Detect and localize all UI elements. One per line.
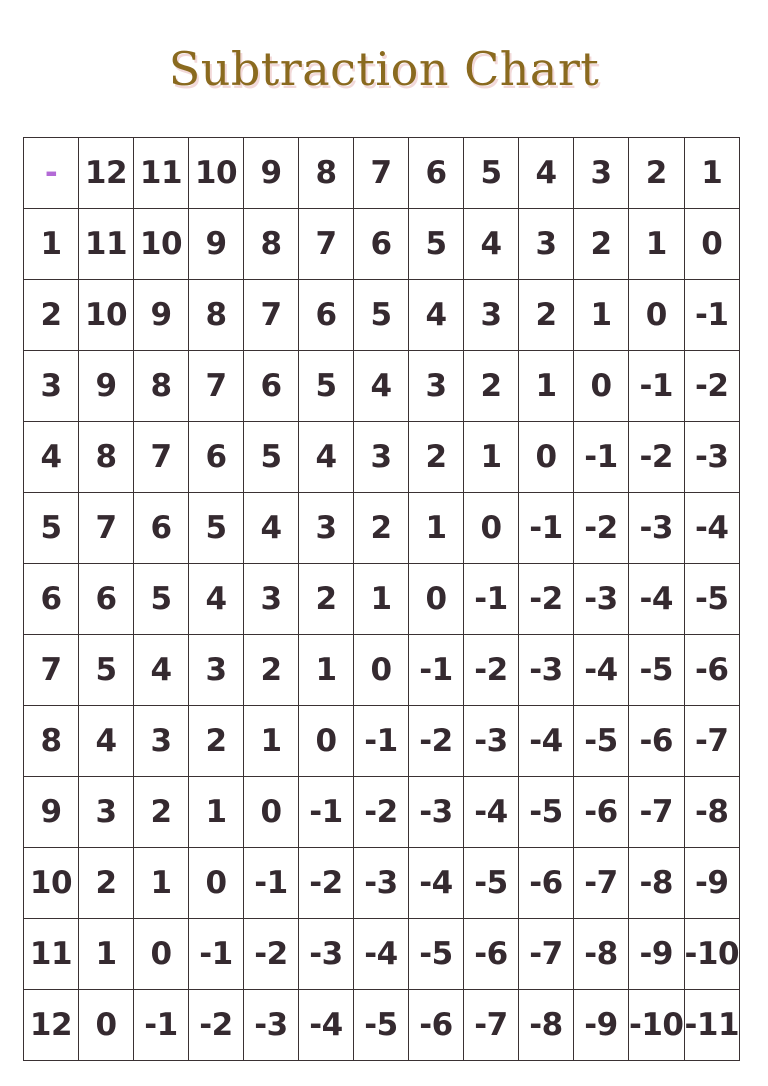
value-cell: -6 <box>574 777 629 848</box>
table-row <box>24 919 740 990</box>
value-cell: -8 <box>629 848 685 919</box>
value-cell: 3 <box>519 209 574 280</box>
value-cell: -7 <box>629 777 685 848</box>
value-cell: 3 <box>189 635 244 706</box>
value-cell: 5 <box>354 280 409 351</box>
value-cell: 6 <box>244 351 299 422</box>
value-cell: -3 <box>299 919 354 990</box>
value-cell: 4 <box>79 706 134 777</box>
value-cell: -8 <box>684 777 740 848</box>
value-cell: -2 <box>189 990 244 1061</box>
value-cell: 3 <box>464 280 519 351</box>
value-cell: -4 <box>629 564 685 635</box>
value-cell: -3 <box>244 990 299 1061</box>
value-cell: 3 <box>409 351 464 422</box>
value-cell: 1 <box>464 422 519 493</box>
value-cell: 1 <box>629 209 685 280</box>
value-cell: -1 <box>189 919 244 990</box>
table-row <box>24 990 740 1061</box>
value-cell: 0 <box>574 351 629 422</box>
value-cell: 3 <box>79 777 134 848</box>
table-row <box>24 351 740 422</box>
value-cell: 8 <box>134 351 189 422</box>
header-cell: 10 <box>189 138 244 209</box>
value-cell: -1 <box>409 635 464 706</box>
value-cell: -1 <box>464 564 519 635</box>
value-cell: 0 <box>134 919 189 990</box>
value-cell: -4 <box>464 777 519 848</box>
value-cell: -7 <box>464 990 519 1061</box>
value-cell: 2 <box>244 635 299 706</box>
value-cell: 0 <box>244 777 299 848</box>
value-cell: 5 <box>299 351 354 422</box>
value-cell: -7 <box>684 706 740 777</box>
value-cell: -2 <box>299 848 354 919</box>
value-cell: 2 <box>519 280 574 351</box>
value-cell: 3 <box>244 564 299 635</box>
row-label-cell: 2 <box>24 280 79 351</box>
value-cell: -6 <box>629 706 685 777</box>
table-row <box>24 777 740 848</box>
value-cell: -10 <box>629 990 685 1061</box>
value-cell: 4 <box>134 635 189 706</box>
value-cell: -1 <box>629 351 685 422</box>
value-cell: 1 <box>299 635 354 706</box>
table-row <box>24 493 740 564</box>
row-label-cell: 10 <box>24 848 79 919</box>
value-cell: 1 <box>354 564 409 635</box>
header-cell: 6 <box>409 138 464 209</box>
row-label-cell: 5 <box>24 493 79 564</box>
value-cell: -4 <box>574 635 629 706</box>
value-cell: -5 <box>519 777 574 848</box>
value-cell: -7 <box>574 848 629 919</box>
value-cell: 7 <box>244 280 299 351</box>
value-cell: 5 <box>244 422 299 493</box>
value-cell: 1 <box>134 848 189 919</box>
table-row <box>24 706 740 777</box>
value-cell: -4 <box>409 848 464 919</box>
header-cell: 1 <box>684 138 740 209</box>
operator-cell: - <box>24 138 79 209</box>
value-cell: 2 <box>189 706 244 777</box>
value-cell: -6 <box>684 635 740 706</box>
header-cell: 2 <box>629 138 685 209</box>
value-cell: -5 <box>629 635 685 706</box>
value-cell: -1 <box>244 848 299 919</box>
value-cell: -3 <box>464 706 519 777</box>
value-cell: 2 <box>409 422 464 493</box>
value-cell: 11 <box>79 209 134 280</box>
value-cell: 8 <box>79 422 134 493</box>
value-cell: 2 <box>299 564 354 635</box>
value-cell: -6 <box>464 919 519 990</box>
value-cell: 7 <box>299 209 354 280</box>
value-cell: -4 <box>299 990 354 1061</box>
table-row <box>24 280 740 351</box>
value-cell: 8 <box>189 280 244 351</box>
row-label-cell: 7 <box>24 635 79 706</box>
value-cell: 7 <box>79 493 134 564</box>
value-cell: 2 <box>354 493 409 564</box>
row-label-cell: 11 <box>24 919 79 990</box>
value-cell: 3 <box>299 493 354 564</box>
value-cell: -9 <box>574 990 629 1061</box>
value-cell: 2 <box>464 351 519 422</box>
value-cell: -1 <box>519 493 574 564</box>
value-cell: -1 <box>574 422 629 493</box>
value-cell: 4 <box>244 493 299 564</box>
value-cell: 8 <box>244 209 299 280</box>
value-cell: 1 <box>519 351 574 422</box>
value-cell: -2 <box>244 919 299 990</box>
value-cell: -5 <box>574 706 629 777</box>
value-cell: 1 <box>574 280 629 351</box>
value-cell: 4 <box>299 422 354 493</box>
row-label-cell: 3 <box>24 351 79 422</box>
page-title: Subtraction Chart <box>168 42 600 96</box>
value-cell: 3 <box>134 706 189 777</box>
value-cell: -1 <box>299 777 354 848</box>
value-cell: 6 <box>134 493 189 564</box>
value-cell: -2 <box>629 422 685 493</box>
value-cell: -2 <box>519 564 574 635</box>
table-row <box>24 209 740 280</box>
value-cell: 6 <box>299 280 354 351</box>
value-cell: -10 <box>684 919 740 990</box>
value-cell: 6 <box>79 564 134 635</box>
value-cell: 5 <box>134 564 189 635</box>
header-cell: 3 <box>574 138 629 209</box>
value-cell: 2 <box>574 209 629 280</box>
table-row <box>24 848 740 919</box>
value-cell: -3 <box>519 635 574 706</box>
value-cell: -8 <box>574 919 629 990</box>
value-cell: -2 <box>574 493 629 564</box>
value-cell: 5 <box>189 493 244 564</box>
value-cell: 1 <box>409 493 464 564</box>
header-cell: 5 <box>464 138 519 209</box>
header-cell: 4 <box>519 138 574 209</box>
value-cell: 0 <box>519 422 574 493</box>
value-cell: -7 <box>519 919 574 990</box>
value-cell: 2 <box>134 777 189 848</box>
row-label-cell: 12 <box>24 990 79 1061</box>
row-label-cell: 9 <box>24 777 79 848</box>
value-cell: -2 <box>354 777 409 848</box>
value-cell: 0 <box>684 209 740 280</box>
header-cell: 11 <box>134 138 189 209</box>
value-cell: -1 <box>134 990 189 1061</box>
row-label-cell: 4 <box>24 422 79 493</box>
value-cell: 4 <box>354 351 409 422</box>
row-label-cell: 1 <box>24 209 79 280</box>
row-label-cell: 6 <box>24 564 79 635</box>
row-label-cell: 8 <box>24 706 79 777</box>
value-cell: -6 <box>409 990 464 1061</box>
value-cell: 5 <box>79 635 134 706</box>
value-cell: -3 <box>409 777 464 848</box>
value-cell: 1 <box>244 706 299 777</box>
value-cell: -2 <box>684 351 740 422</box>
value-cell: 1 <box>189 777 244 848</box>
value-cell: -4 <box>354 919 409 990</box>
value-cell: 4 <box>189 564 244 635</box>
value-cell: -3 <box>629 493 685 564</box>
value-cell: -4 <box>684 493 740 564</box>
value-cell: -9 <box>684 848 740 919</box>
value-cell: 1 <box>79 919 134 990</box>
value-cell: 9 <box>79 351 134 422</box>
value-cell: 6 <box>189 422 244 493</box>
value-cell: -3 <box>574 564 629 635</box>
value-cell: -6 <box>519 848 574 919</box>
value-cell: 7 <box>189 351 244 422</box>
value-cell: -8 <box>519 990 574 1061</box>
value-cell: 5 <box>409 209 464 280</box>
value-cell: -3 <box>354 848 409 919</box>
value-cell: -2 <box>409 706 464 777</box>
value-cell: -1 <box>354 706 409 777</box>
value-cell: 4 <box>464 209 519 280</box>
table-row <box>24 564 740 635</box>
value-cell: -2 <box>464 635 519 706</box>
value-cell: 10 <box>134 209 189 280</box>
value-cell: 9 <box>134 280 189 351</box>
value-cell: 0 <box>189 848 244 919</box>
value-cell: 0 <box>354 635 409 706</box>
table-row <box>24 422 740 493</box>
value-cell: 7 <box>134 422 189 493</box>
value-cell: 6 <box>354 209 409 280</box>
value-cell: -3 <box>684 422 740 493</box>
value-cell: 4 <box>409 280 464 351</box>
header-cell: 8 <box>299 138 354 209</box>
value-cell: 0 <box>409 564 464 635</box>
value-cell: -1 <box>684 280 740 351</box>
value-cell: 9 <box>189 209 244 280</box>
value-cell: -9 <box>629 919 685 990</box>
value-cell: 0 <box>299 706 354 777</box>
value-cell: -4 <box>519 706 574 777</box>
value-cell: -5 <box>409 919 464 990</box>
header-cell: 12 <box>79 138 134 209</box>
header-cell: 7 <box>354 138 409 209</box>
header-cell: 9 <box>244 138 299 209</box>
value-cell: -5 <box>354 990 409 1061</box>
value-cell: 3 <box>354 422 409 493</box>
value-cell: -5 <box>684 564 740 635</box>
table-row <box>24 635 740 706</box>
header-row <box>24 138 740 209</box>
value-cell: -11 <box>684 990 740 1061</box>
value-cell: 0 <box>464 493 519 564</box>
subtraction-table <box>23 137 740 1061</box>
value-cell: 10 <box>79 280 134 351</box>
value-cell: -5 <box>464 848 519 919</box>
value-cell: 0 <box>79 990 134 1061</box>
value-cell: 0 <box>629 280 685 351</box>
value-cell: 2 <box>79 848 134 919</box>
